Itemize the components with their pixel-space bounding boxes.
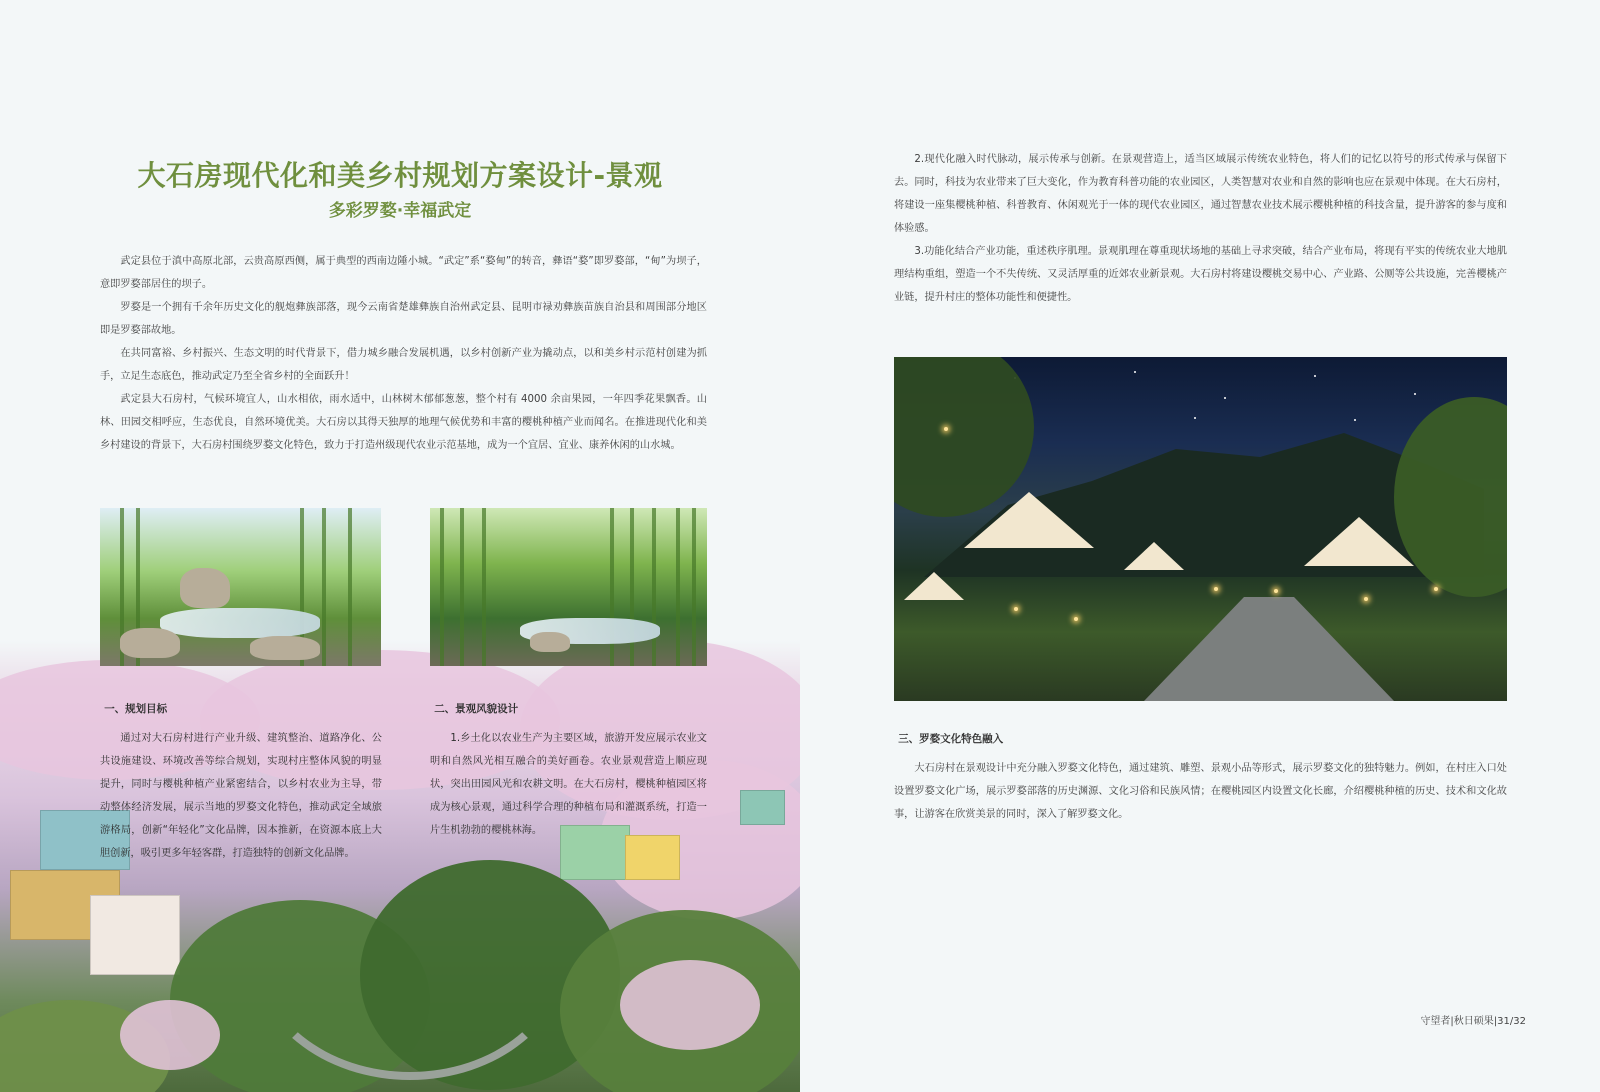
paragraph-modernization: 2.现代化融入时代脉动，展示传承与创新。在景观营造上，适当区域展示传统农业特色，将人们的记忆以符号的形式传承与保留下去。同时，科技为农业带来了巨大变化，作为教育科普功能的农业园区，人类智慧对农业和自然的影响也应在景观中体现。在大石房村，将建设一座集樱桃种植、科普教育、休闲观光于一体的现代农业园区，通过智慧农业技术展示樱桃种植的科技含量，提升游客的参与度和体验感。	[894, 154, 1507, 234]
intro-paragraph: 武定县大石房村，气候环境宜人，山水相依，雨水适中，山林树木郁郁葱葱，整个村有 4000 余亩果园，一年四季花果飘香。山林、田园交相呼应，生态优良，自然环境优美。大石房以其得天独厚的地理气候优势和丰富的樱桃种植产业而闻名。在推进现代化和美乡村建设的背景下，大石房村围绕罗婺文化特色，致力于打造州级现代农业示范基地，成为一个宜居、宜业、康养休闲的山水城。	[100, 394, 707, 451]
page-subtitle: 多彩罗婺·幸福武定	[328, 201, 472, 221]
section-planning-goals	[100, 698, 382, 865]
waterfall-garden-photo	[100, 508, 381, 666]
section-heading: 一、规划目标	[104, 703, 168, 715]
section-body: 1.乡土化以农业生产为主要区域，旅游开发应展示农业文明和自然风光相互融合的美好画卷。农业景观营造上顺应现状，突出田园风光和农耕文明。在大石房村，樱桃种植园区将成为核心景观，通过科学合理的种植布局和灌溉系统，打造一片生机勃勃的樱桃林海。	[430, 733, 707, 836]
paragraph-functionality: 3.功能化结合产业功能，重述秩序肌理。景观肌理在尊重现状场地的基础上寻求突破，结合产业布局，将现有平实的传统农业大地肌理结构重组，塑造一个不失传统、又灵活厚重的近郊农业新景观。大石房村将建设樱桃交易中心、产业路、公厕等公共设施，完善樱桃产业链，提升村庄的整体功能性和便捷性。	[894, 246, 1507, 303]
section-landscape-design	[430, 698, 707, 842]
section-heading: 三、罗婺文化特色融入	[898, 733, 1004, 745]
right-text-top	[894, 148, 1507, 309]
bamboo-forest-photo	[430, 508, 707, 666]
intro-text	[100, 250, 707, 457]
section-heading: 二、景观风貌设计	[434, 703, 519, 715]
intro-paragraph: 罗婺是一个拥有千余年历史文化的舰炮彝族部落，现今云南省楚雄彝族自治州武定县、昆明市禄劝彝族苗族自治县和周围部分地区即是罗婺部故地。	[100, 302, 707, 336]
night-market-photo	[894, 357, 1507, 701]
section-body: 通过对大石房村进行产业升级、建筑整治、道路净化、公共设施建设、环境改善等综合规划，实现村庄整体风貌的明显提升，同时与樱桃种植产业紧密结合，以乡村农业为主导，带动整体经济发展，展示当地的罗婺文化特色，推动武定全域旅游格局，创新“年轻化”文化品牌，因本推新，在资源本底上大胆创新，吸引更多年轻客群，打造独特的创新文化品牌。	[100, 733, 382, 859]
intro-paragraph: 在共同富裕、乡村振兴、生态文明的时代背景下，借力城乡融合发展机遇，以乡村创新产业为撬动点，以和美乡村示范村创建为抓手，立足生态底色，推动武定乃至全省乡村的全面跃升！	[100, 348, 707, 382]
intro-paragraph: 武定县位于滇中高原北部，云贵高原西侧，属于典型的西南边陲小城。“武定”系“婺甸”的转音，彝语“婺”即罗婺部，“甸”为坝子，意即罗婺部居住的坝子。	[100, 256, 707, 290]
section-culture	[894, 728, 1507, 826]
page-footer: 守望者|秋日硕果|31/32	[1420, 1016, 1526, 1027]
section-body: 大石房村在景观设计中充分融入罗婺文化特色，通过建筑、雕塑、景观小品等形式，展示罗婺文化的独特魅力。例如，在村庄入口处设置罗婺文化广场，展示罗婺部落的历史渊源、文化习俗和民族风情；在樱桃园区内设置文化长廊，介绍樱桃种植的历史、技术和文化故事，让游客在欣赏美景的同时，深入了解罗婺文化。	[894, 763, 1507, 820]
page-title: 大石房现代化和美乡村规划方案设计-景观	[137, 159, 663, 192]
